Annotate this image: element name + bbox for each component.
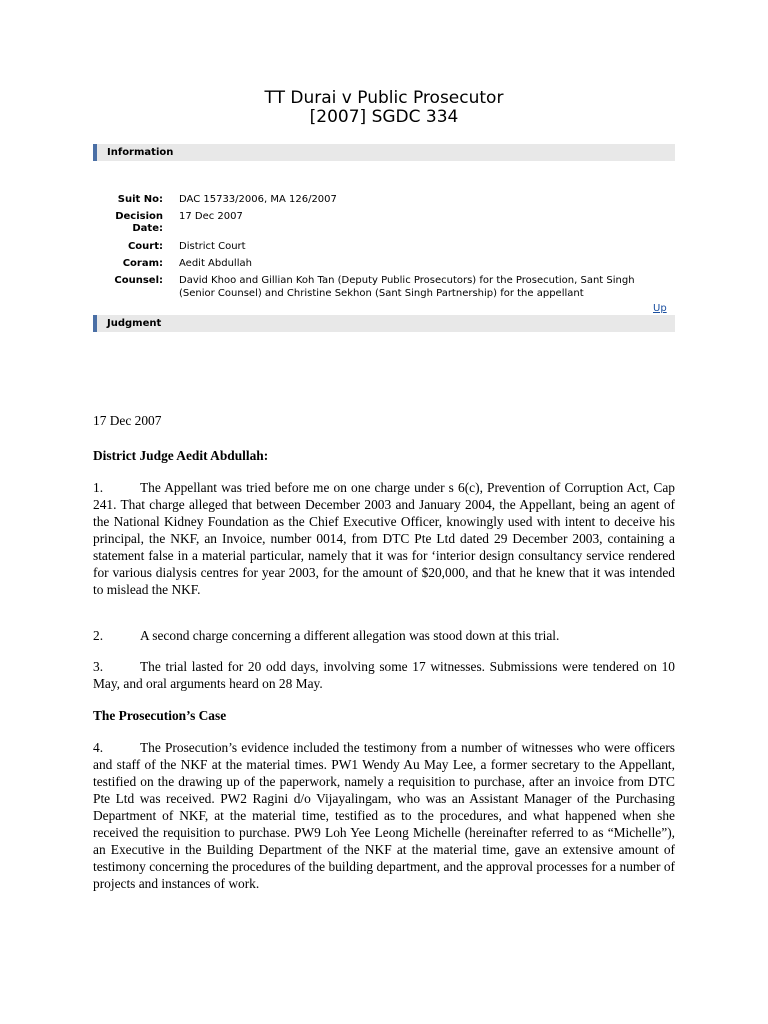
judgment-date: 17 Dec 2007 (93, 413, 162, 428)
decision-date-value: 17 Dec 2007 (179, 211, 243, 222)
information-section-header (93, 144, 675, 161)
paragraph-4-number: 4. (93, 740, 104, 755)
section-accent-bar (93, 144, 97, 161)
coram-value: Aedit Abdullah (179, 258, 252, 269)
paragraph-3-text: The trial lasted for 20 odd days, involving some 17 witnesses. Submissions were tendered on 10 May, and oral arguments heard on 28 May. (93, 659, 675, 691)
coram-label: Coram: (122, 258, 163, 269)
court-label: Court: (127, 241, 163, 252)
suit-no-label: Suit No: (117, 194, 163, 205)
paragraph-2-text: A second charge concerning a different allegation was stood down at this trial. (140, 628, 560, 643)
paragraph-1-number: 1. (93, 480, 104, 495)
prosecution-case-heading: The Prosecution’s Case (93, 708, 227, 723)
section-accent-bar (93, 315, 97, 332)
decision-date-label-line2: Date: (132, 223, 163, 234)
paragraph-1 (93, 479, 675, 598)
paragraph-3 (93, 658, 675, 692)
court-value: District Court (179, 241, 246, 252)
judge-name: District Judge Aedit Abdullah: (93, 448, 269, 463)
counsel-value-line2: (Senior Counsel) and Christine Sekhon (Sant Singh Partnership) for the appellant (179, 288, 584, 299)
paragraph-3-number: 3. (93, 659, 104, 674)
paragraph-1-text: The Appellant was tried before me on one charge under s 6(c), Prevention of Corruption Act, Cap 241. That charge alleged that between December 2003 and January 2004, the Appellant, being an agent of the National Kidney Foundation as the Chief Executive Officer, knowingly used with intent to deceive his principal, the NKF, an Invoice, number 0014, from DTC Pte Ltd dated 29 December 2003, containing a statement false in a material particular, namely that it was for ‘interior design consultancy service rendered for various dialysis centres for year 2003, for the amount of $20,000, and that he knew that it was intended to mislead the NKF. (93, 480, 675, 597)
paragraph-4-text: The Prosecution’s evidence included the testimony from a number of witnesses who were officers and staff of the NKF at the material times. PW1 Wendy Au May Lee, a former secretary to the Appellant, testified on the drawing up of the paperwork, namely a requisition to purchase, after an invoice from DTC Pte Ltd was received. PW2 Ragini d/o Vijayalingam, who was an Assistant Manager of the Purchasing Department of NKF, at the material time, testified as to the procedures, and what happened when she received the requisition to purchase. PW9 Loh Yee Leong Michelle (hereinafter referred to as “Michelle”), an Executive in the Building Department of the NKF at the material time, gave an extensive amount of testimony concerning the procedures of the building department, and the approval processes for a number of projects and instances of work. (93, 740, 675, 891)
document-title-line1: TT Durai v Public Prosecutor (264, 88, 504, 108)
counsel-label: Counsel: (114, 275, 163, 286)
judgment-section-header (93, 315, 675, 332)
information-section-label: Information (107, 147, 174, 158)
judgment-section-label: Judgment (107, 318, 162, 329)
paragraph-2-number: 2. (93, 628, 104, 643)
document-title-citation: [2007] SGDC 334 (309, 107, 459, 127)
counsel-value-line1: David Khoo and Gillian Koh Tan (Deputy Public Prosecutors) for the Prosecution, Sant Singh (179, 275, 635, 286)
decision-date-label-line1: Decision (115, 211, 163, 222)
paragraph-2 (93, 627, 675, 644)
paragraph-4 (93, 739, 675, 892)
suit-no-value: DAC 15733/2006, MA 126/2007 (179, 194, 337, 205)
up-link[interactable]: Up (653, 303, 667, 314)
